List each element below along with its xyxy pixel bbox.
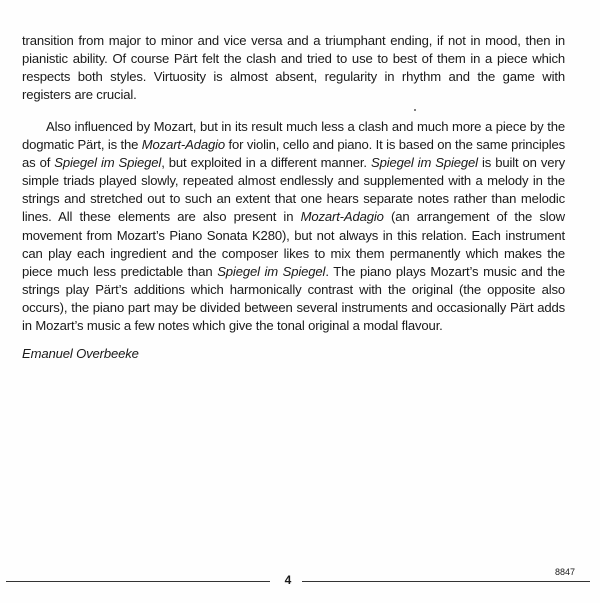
paragraph-2-text: , but exploited in a different manner.: [161, 155, 371, 171]
footer-rule-left: [6, 581, 270, 582]
work-title-spiegel-im-spiegel: Spiegel im Spiegel: [54, 155, 162, 171]
paragraph-2-text: Also influenced by Mozart, but in its result much less a clash and much more a piece by the dogmatic Pärt, is the: [22, 119, 565, 153]
paragraph-2-text: for violin, cello and piano. It is based on the same principles as of: [22, 137, 565, 171]
paragraph-1: [22, 32, 565, 104]
catalog-number: 8847: [555, 567, 576, 577]
paragraph-1-text: transition from major to minor and vice versa and a triumphant ending, if not in mood, then in pianistic ability. Of course Pärt felt the clash and tried to use to best of them in a piece which respects both styles. Virtuosity is almost absent, regularity in rhythm and the game with registers are crucial.: [22, 33, 565, 103]
author-signature: Emanuel Overbeeke: [22, 346, 139, 361]
paragraph-2-text: (an arrangement of the slow movement from Mozart’s Piano Sonata K280), but not always in this relation. Each instrument can play each ingredient and the composer likes to mix them permanently which makes the piece much less predictable than: [22, 209, 565, 279]
work-title-mozart-adagio: Mozart-Adagio: [141, 137, 225, 153]
paragraph-2-text: . The piano plays Mozart’s music and the strings play Pärt’s additions which harmonically contrast with the original (the opposite also occurs), the piano part may be divided between several instruments and occasionally Pärt adds in Mozart’s music a few notes which give the tonal original a modal flavour.: [22, 263, 565, 334]
paragraph-2-text: is built on very simple triads played slowly, repeated almost endlessly and supplemented with a melody in the strings and stretched out to such an extent that one hears separate notes rather than melodic lines. All these elements are also present in: [22, 155, 565, 225]
work-title-mozart-adagio: Mozart-Adagio: [300, 209, 384, 225]
work-title-spiegel-im-spiegel: Spiegel im Spiegel: [217, 263, 326, 279]
footer-rule-right: [302, 581, 590, 582]
work-title-spiegel-im-spiegel: Spiegel im Spiegel: [370, 155, 478, 171]
paragraph-2: [22, 118, 565, 335]
speck-mark: [414, 109, 416, 111]
page-number: 4: [284, 573, 292, 587]
